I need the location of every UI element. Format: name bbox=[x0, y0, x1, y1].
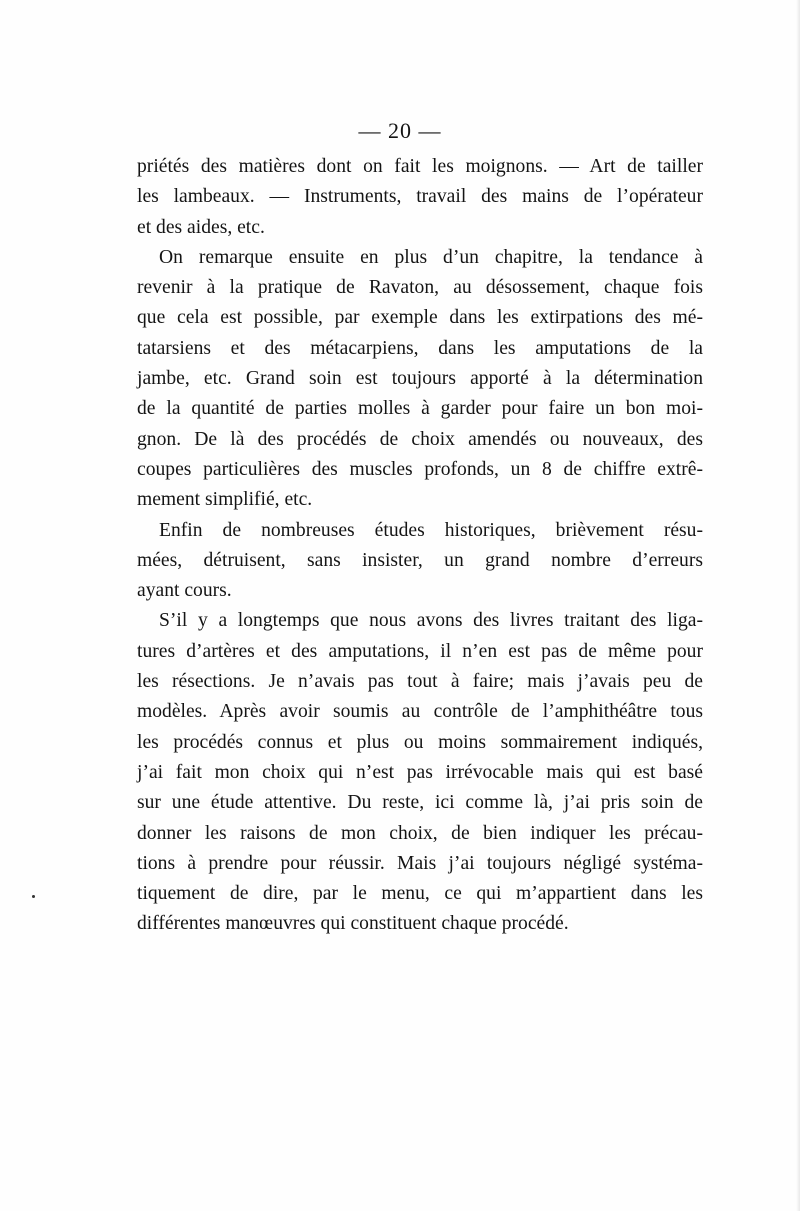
text-line: les lambeaux. — Instruments, travail des mains de l’opérateur bbox=[137, 186, 703, 208]
text-line: Enfin de nombreuses études historiques, brièvement résu- bbox=[159, 519, 703, 541]
scan-speck bbox=[32, 895, 35, 898]
text-line: donner les raisons de mon choix, de bien indiquer les précau- bbox=[137, 822, 703, 844]
page-number: — 20 — bbox=[358, 118, 442, 143]
text-line: mées, détruisent, sans insister, un grand nombre d’erreurs bbox=[137, 549, 703, 571]
text-line: jambe, etc. Grand soin est toujours apporté à la détermination bbox=[137, 368, 703, 390]
body-text bbox=[137, 152, 703, 940]
text-line: modèles. Après avoir soumis au contrôle de l’amphithéâtre tous bbox=[137, 701, 703, 723]
text-line: mement simplifié, etc. bbox=[137, 489, 313, 511]
text-line: j’ai fait mon choix qui n’est pas irrévocable mais qui est basé bbox=[137, 761, 703, 783]
text-line: coupes particulières des muscles profonds, un 8 de chiffre extrê- bbox=[137, 458, 703, 480]
text-line: sur une étude attentive. Du reste, ici comme là, j’ai pris soin de bbox=[137, 792, 703, 814]
text-line: que cela est possible, par exemple dans les extirpations des mé- bbox=[137, 307, 703, 329]
text-line: tions à prendre pour réussir. Mais j’ai toujours négligé systéma- bbox=[137, 852, 703, 874]
text-line: et des aides, etc. bbox=[137, 216, 265, 238]
text-line: tiquement de dire, par le menu, ce qui m’appartient dans les bbox=[137, 883, 703, 905]
text-line: ayant cours. bbox=[137, 580, 232, 602]
text-line: priétés des matières dont on fait les moignons. — Art de tailler bbox=[137, 156, 703, 177]
paragraph-4 bbox=[137, 606, 703, 939]
paragraph-1 bbox=[137, 152, 703, 243]
text-line: tures d’artères et des amputations, il n’en est pas de même pour bbox=[137, 640, 703, 662]
text-line: les résections. Je n’avais pas tout à faire; mais j’avais peu de bbox=[137, 671, 703, 693]
text-line: On remarque ensuite en plus d’un chapitre, la tendance à bbox=[159, 246, 703, 268]
text-line: différentes manœuvres qui constituent chaque procédé. bbox=[137, 913, 569, 935]
text-line: S’il y a longtemps que nous avons des livres traitant des liga- bbox=[159, 610, 703, 632]
paragraph-2 bbox=[137, 243, 703, 516]
text-line: tatarsiens et des métacarpiens, dans les amputations de la bbox=[137, 337, 703, 359]
text-line: de la quantité de parties molles à garder pour faire un bon moi- bbox=[137, 398, 703, 420]
page-edge bbox=[796, 0, 800, 1211]
paragraph-3 bbox=[137, 516, 703, 607]
text-line: gnon. De là des procédés de choix amendés ou nouveaux, des bbox=[137, 428, 703, 450]
text-line: les procédés connus et plus ou moins sommairement indiqués, bbox=[137, 731, 703, 753]
text-line: revenir à la pratique de Ravaton, au désossement, chaque fois bbox=[137, 277, 703, 299]
